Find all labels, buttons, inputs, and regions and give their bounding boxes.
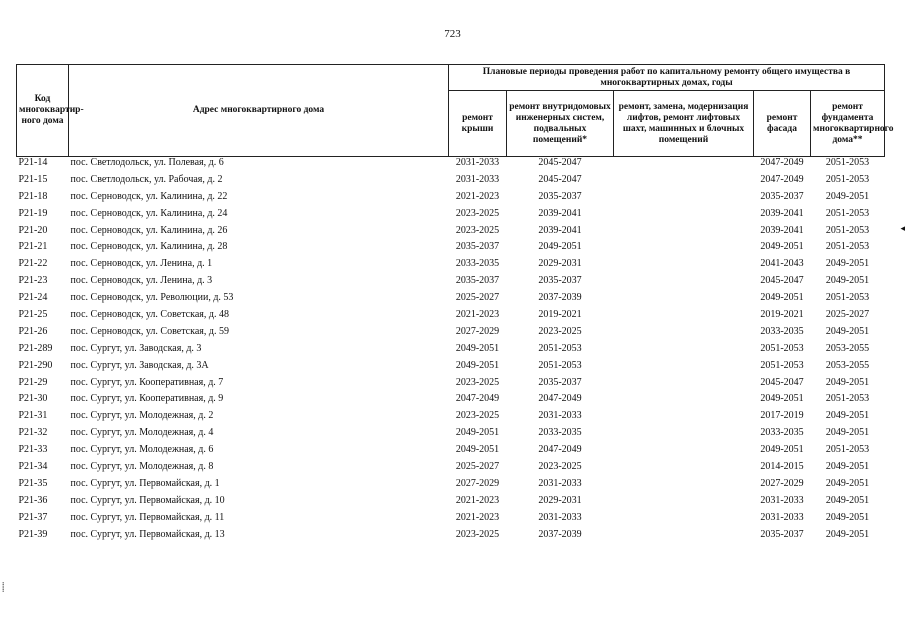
row-foundation: 2049-2051 xyxy=(825,494,870,506)
row-facade: 2041-2043 xyxy=(760,258,804,270)
row-roof: 2021-2023 xyxy=(455,190,500,202)
row-lift xyxy=(614,208,754,225)
row-engineering: 2023-2025 xyxy=(538,325,582,337)
row-lift xyxy=(614,157,754,174)
row-code: Р21-14 xyxy=(18,157,48,168)
row-lift xyxy=(614,512,754,529)
row-foundation: 2049-2051 xyxy=(825,258,870,270)
row-code: Р21-32 xyxy=(18,427,48,439)
row-engineering: 2029-2031 xyxy=(538,258,582,270)
table-row xyxy=(17,427,885,444)
row-engineering: 2051-2053 xyxy=(538,342,582,354)
row-lift xyxy=(614,309,754,326)
row-roof: 2023-2025 xyxy=(455,207,500,219)
row-code: Р21-24 xyxy=(18,292,48,304)
row-lift xyxy=(614,529,754,546)
row-facade: 2047-2049 xyxy=(760,173,804,185)
row-lift xyxy=(614,343,754,360)
row-code: Р21-19 xyxy=(18,207,48,219)
row-engineering: 2047-2049 xyxy=(538,393,582,405)
row-address: пос. Серноводск, ул. Калинина, д. 22 xyxy=(70,190,228,202)
row-foundation: 2049-2051 xyxy=(825,410,870,422)
row-facade: 2049-2051 xyxy=(760,393,804,405)
row-code: Р21-33 xyxy=(18,444,48,456)
row-code: Р21-18 xyxy=(18,190,48,202)
row-code: Р21-20 xyxy=(18,224,48,236)
row-roof: 2049-2051 xyxy=(455,427,500,439)
row-code: Р21-23 xyxy=(18,275,48,287)
row-lift xyxy=(614,174,754,191)
row-engineering: 2037-2039 xyxy=(538,292,582,304)
table-row xyxy=(17,258,885,275)
row-code: Р21-39 xyxy=(18,528,48,540)
row-facade: 2047-2049 xyxy=(760,157,804,168)
row-code: Р21-22 xyxy=(18,258,48,270)
row-roof: 2035-2037 xyxy=(455,241,500,253)
row-facade: 2031-2033 xyxy=(760,511,804,523)
row-lift xyxy=(614,225,754,242)
row-roof: 2035-2037 xyxy=(455,275,500,287)
row-foundation: 2053-2055 xyxy=(825,359,870,371)
row-code: Р21-29 xyxy=(18,376,48,388)
row-facade: 2033-2035 xyxy=(760,427,804,439)
row-foundation: 2025-2027 xyxy=(825,309,870,321)
header-code: Код многоквартир-ного дома xyxy=(17,65,69,157)
row-roof: 2023-2025 xyxy=(455,376,500,388)
row-facade: 2035-2037 xyxy=(760,190,804,202)
table-row xyxy=(17,393,885,410)
table-row xyxy=(17,191,885,208)
row-roof: 2021-2023 xyxy=(455,511,500,523)
row-roof: 2023-2025 xyxy=(455,410,500,422)
header-engineering-repair: ремонт внутридомовых инженерных систем, подвальных помещений* xyxy=(507,91,614,157)
table-row xyxy=(17,157,885,174)
row-roof: 2049-2051 xyxy=(455,359,500,371)
row-engineering: 2031-2033 xyxy=(538,410,582,422)
row-foundation: 2051-2053 xyxy=(825,224,870,236)
row-roof: 2025-2027 xyxy=(455,461,500,473)
row-roof: 2021-2023 xyxy=(455,494,500,506)
row-facade: 2031-2033 xyxy=(760,494,804,506)
row-address: пос. Серноводск, ул. Калинина, д. 28 xyxy=(70,241,228,253)
table-row xyxy=(17,478,885,495)
row-foundation: 2049-2051 xyxy=(825,528,870,540)
row-roof: 2023-2025 xyxy=(455,224,500,236)
row-engineering: 2037-2039 xyxy=(538,528,582,540)
row-engineering: 2039-2041 xyxy=(538,207,582,219)
row-roof: 2021-2023 xyxy=(455,309,500,321)
row-facade: 2049-2051 xyxy=(760,292,804,304)
row-address: пос. Сургут, ул. Заводская, д. 3А xyxy=(70,359,209,371)
row-code: Р21-36 xyxy=(18,494,48,506)
row-facade: 2045-2047 xyxy=(760,376,804,388)
scan-mark: ⸽ xyxy=(2,582,5,592)
table-row xyxy=(17,174,885,191)
row-engineering: 2039-2041 xyxy=(538,224,582,236)
row-foundation: 2049-2051 xyxy=(825,427,870,439)
row-address: пос. Сургут, ул. Первомайская, д. 13 xyxy=(70,528,225,540)
row-lift xyxy=(614,495,754,512)
header-facade-repair: ремонт фасада xyxy=(754,91,811,157)
row-facade: 2027-2029 xyxy=(760,477,804,489)
row-lift xyxy=(614,444,754,461)
row-address: пос. Сургут, ул. Молодежная, д. 8 xyxy=(70,461,214,473)
table-row xyxy=(17,377,885,394)
row-code: Р21-37 xyxy=(18,511,48,523)
table-row xyxy=(17,529,885,546)
row-roof: 2023-2025 xyxy=(455,528,500,540)
row-facade: 2049-2051 xyxy=(760,241,804,253)
row-address: пос. Серноводск, ул. Ленина, д. 1 xyxy=(70,258,213,270)
row-code: Р21-31 xyxy=(18,410,48,422)
row-facade: 2014-2015 xyxy=(760,461,804,473)
row-lift xyxy=(614,241,754,258)
row-engineering: 2019-2021 xyxy=(538,309,582,321)
row-foundation: 2049-2051 xyxy=(825,511,870,523)
row-address: пос. Светлодольск, ул. Полевая, д. 6 xyxy=(70,157,224,168)
row-facade: 2051-2053 xyxy=(760,342,804,354)
row-address: пос. Светлодольск, ул. Рабочая, д. 2 xyxy=(70,173,223,185)
row-facade: 2039-2041 xyxy=(760,224,804,236)
row-facade: 2019-2021 xyxy=(760,309,804,321)
row-foundation: 2051-2053 xyxy=(825,157,870,168)
row-address: пос. Серноводск, ул. Революции, д. 53 xyxy=(70,292,234,304)
table-row xyxy=(17,410,885,427)
row-lift xyxy=(614,377,754,394)
row-address: пос. Сургут, ул. Молодежная, д. 2 xyxy=(70,410,214,422)
row-engineering: 2049-2051 xyxy=(538,241,582,253)
row-foundation: 2049-2051 xyxy=(825,376,870,388)
row-lift xyxy=(614,292,754,309)
header-address: Адрес многоквартирного дома xyxy=(69,65,449,157)
row-engineering: 2047-2049 xyxy=(538,444,582,456)
row-engineering: 2029-2031 xyxy=(538,494,582,506)
row-code: Р21-289 xyxy=(18,342,53,354)
row-facade: 2039-2041 xyxy=(760,207,804,219)
table-row xyxy=(17,326,885,343)
row-roof: 2031-2033 xyxy=(455,173,500,185)
row-address: пос. Серноводск, ул. Советская, д. 59 xyxy=(70,325,229,337)
header-planned-periods: Плановые периоды проведения работ по капитальному ремонту общего имущества в многоквартирных домах, годы xyxy=(449,65,885,91)
row-lift xyxy=(614,275,754,292)
row-lift xyxy=(614,478,754,495)
row-address: пос. Сургут, ул. Кооперативная, д. 7 xyxy=(70,376,224,388)
row-lift xyxy=(614,360,754,377)
row-code: Р21-34 xyxy=(18,461,48,473)
repair-schedule-table xyxy=(16,64,894,545)
table-row xyxy=(17,343,885,360)
row-foundation: 2051-2053 xyxy=(825,292,870,304)
header-roof-repair: ремонт крыши xyxy=(449,91,507,157)
row-address: пос. Сургут, ул. Первомайская, д. 10 xyxy=(70,494,225,506)
table-body xyxy=(17,157,885,546)
table-row xyxy=(17,360,885,377)
row-engineering: 2035-2037 xyxy=(538,376,582,388)
table-row xyxy=(17,512,885,529)
row-roof: 2027-2029 xyxy=(455,477,500,489)
row-foundation: 2051-2053 xyxy=(825,444,870,456)
row-foundation: 2051-2053 xyxy=(825,173,870,185)
row-address: пос. Серноводск, ул. Калинина, д. 24 xyxy=(70,207,228,219)
row-address: пос. Сургут, ул. Молодежная, д. 4 xyxy=(70,427,214,439)
row-roof: 2033-2035 xyxy=(455,258,500,270)
header-foundation-repair: ремонт фундамента многоквартирного дома** xyxy=(811,91,885,157)
row-roof: 2027-2029 xyxy=(455,325,500,337)
row-code: Р21-21 xyxy=(18,241,48,253)
row-foundation: 2051-2053 xyxy=(825,207,870,219)
table-row xyxy=(17,292,885,309)
row-foundation: 2049-2051 xyxy=(825,275,870,287)
row-address: пос. Серноводск, ул. Калинина, д. 26 xyxy=(70,224,228,236)
row-facade: 2051-2053 xyxy=(760,359,804,371)
table-row xyxy=(17,275,885,292)
row-engineering: 2031-2033 xyxy=(538,477,582,489)
row-roof: 2047-2049 xyxy=(455,393,500,405)
row-address: пос. Сургут, ул. Кооперативная, д. 9 xyxy=(70,393,224,405)
row-engineering: 2031-2033 xyxy=(538,511,582,523)
table-row xyxy=(17,208,885,225)
row-foundation: 2049-2051 xyxy=(825,325,870,337)
row-code: Р21-290 xyxy=(18,359,53,371)
row-engineering: 2051-2053 xyxy=(538,359,582,371)
row-facade: 2033-2035 xyxy=(760,325,804,337)
page-number: 723 xyxy=(444,28,461,40)
row-lift xyxy=(614,191,754,208)
table-row xyxy=(17,444,885,461)
row-lift xyxy=(614,410,754,427)
row-facade: 2017-2019 xyxy=(760,410,804,422)
row-code: Р21-35 xyxy=(18,477,48,489)
row-lift xyxy=(614,258,754,275)
row-engineering: 2045-2047 xyxy=(538,173,582,185)
row-roof: 2049-2051 xyxy=(455,444,500,456)
row-address: пос. Сургут, ул. Заводская, д. 3 xyxy=(70,342,202,354)
row-roof: 2049-2051 xyxy=(455,342,500,354)
row-address: пос. Серноводск, ул. Ленина, д. 3 xyxy=(70,275,213,287)
row-code: Р21-26 xyxy=(18,325,48,337)
row-engineering: 2035-2037 xyxy=(538,275,582,287)
row-address: пос. Сургут, ул. Первомайская, д. 1 xyxy=(70,477,220,489)
header-lift-repair: ремонт, замена, модернизация лифтов, ремонт лифтовых шахт, машинных и блочных помещений xyxy=(614,91,754,157)
row-code: Р21-15 xyxy=(18,173,48,185)
row-roof: 2025-2027 xyxy=(455,292,500,304)
row-code: Р21-25 xyxy=(18,309,48,321)
table-row xyxy=(17,225,885,242)
row-foundation: 2049-2051 xyxy=(825,477,870,489)
row-address: пос. Серноводск, ул. Советская, д. 48 xyxy=(70,309,229,321)
row-facade: 2049-2051 xyxy=(760,444,804,456)
table-row xyxy=(17,461,885,478)
row-lift xyxy=(614,461,754,478)
row-address: пос. Сургут, ул. Молодежная, д. 6 xyxy=(70,444,214,456)
row-facade: 2045-2047 xyxy=(760,275,804,287)
row-facade: 2035-2037 xyxy=(760,528,804,540)
row-lift xyxy=(614,326,754,343)
row-lift xyxy=(614,393,754,410)
row-foundation: 2049-2051 xyxy=(825,461,870,473)
row-engineering: 2033-2035 xyxy=(538,427,582,439)
row-foundation: 2051-2053 xyxy=(825,393,870,405)
row-foundation: 2053-2055 xyxy=(825,342,870,354)
row-foundation: 2049-2051 xyxy=(825,190,870,202)
row-engineering: 2023-2025 xyxy=(538,461,582,473)
row-engineering: 2035-2037 xyxy=(538,190,582,202)
edge-mark: ◂ xyxy=(900,223,905,233)
row-roof: 2031-2033 xyxy=(455,157,500,168)
table-row xyxy=(17,241,885,258)
row-lift xyxy=(614,427,754,444)
row-foundation: 2051-2053 xyxy=(825,241,870,253)
row-engineering: 2045-2047 xyxy=(538,157,582,168)
table-row xyxy=(17,495,885,512)
table-row xyxy=(17,309,885,326)
row-address: пос. Сургут, ул. Первомайская, д. 11 xyxy=(70,511,225,523)
row-code: Р21-30 xyxy=(18,393,48,405)
